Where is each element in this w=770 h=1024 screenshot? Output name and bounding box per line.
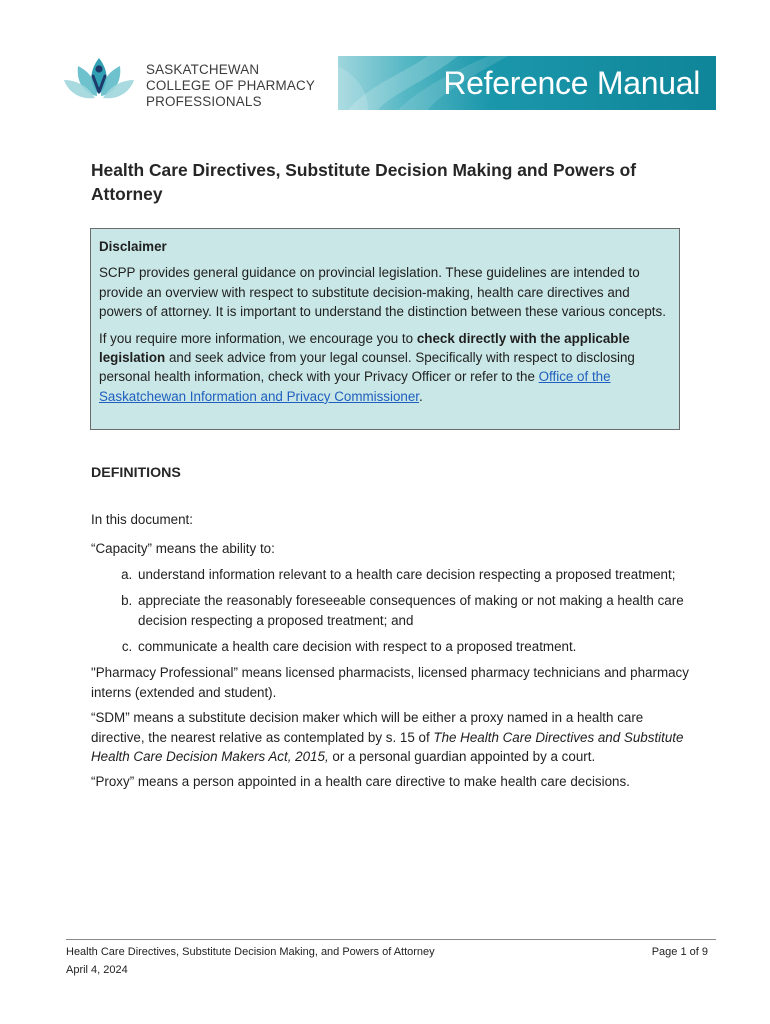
- footer-date: April 4, 2024: [66, 964, 128, 976]
- footer-divider: [66, 939, 716, 940]
- banner-title: Reference Manual: [443, 65, 700, 101]
- definition-text: or a personal guardian appointed by a court.: [328, 749, 596, 765]
- disclaimer-emphasis: check directly with the applicable legislation: [99, 330, 630, 366]
- reference-manual-banner: [338, 56, 716, 110]
- page-number: Page 1 of 9: [651, 946, 708, 958]
- disclaimer-heading: Disclaimer: [99, 239, 167, 254]
- list-item: c. communicate a health care decision with respect to a proposed treatment.: [136, 637, 691, 656]
- org-name-line-2: COLLEGE OF PHARMACY: [146, 78, 315, 93]
- disclaimer-text: If you require more information, we encourage you to: [99, 330, 417, 346]
- footer-document-name: Health Care Directives, Substitute Decision Making, and Powers of Attorney: [66, 946, 435, 958]
- sdm-definition: [91, 708, 691, 766]
- footer-document-info: [66, 943, 435, 979]
- act-title: The Health Care Directives and Substitute Health Care Decision Makers Act, 2015,: [91, 729, 684, 765]
- capacity-definition: “Capacity” means the ability to:: [91, 541, 275, 557]
- disclaimer-text: and seek advice from your legal counsel. Specifically with respect to disclosing personal health information, check with your Privacy Officer or refer to the: [99, 350, 635, 385]
- organization-name: [146, 62, 315, 110]
- disclaimer-text: .: [419, 388, 423, 404]
- page-title: Health Care Directives, Substitute Decision Making and Powers of Attorney: [91, 160, 637, 204]
- definitions-heading: DEFINITIONS: [91, 465, 181, 481]
- disclaimer-box: [90, 228, 680, 430]
- org-name-line-1: SASKATCHEWAN: [146, 62, 260, 77]
- disclaimer-paragraph-1: SCPP provides general guidance on provincial legislation. These guidelines are intended to provide an overview with respect to substitute decision-making, health care directives and powers of attorney. It is important to understand the distinction between these various concepts.: [99, 265, 666, 320]
- privacy-commissioner-link[interactable]: Office of the Saskatchewan Information and Privacy Commissioner: [99, 369, 611, 404]
- capacity-list: [91, 565, 691, 657]
- list-item: b. appreciate the reasonably foreseeable consequences of making or not making a health care decision respecting a proposed treatment; and: [136, 591, 691, 630]
- org-name-line-3: PROFESSIONALS: [146, 94, 262, 109]
- list-item: a. understand information relevant to a health care decision respecting a proposed treatment;: [136, 565, 691, 584]
- definition-text: “SDM” means a substitute decision maker which will be either a proxy named in a health care directive, the nearest relative as contemplated by s. 15 of: [91, 710, 644, 745]
- disclaimer-paragraph-2: [99, 329, 671, 407]
- definitions-intro: In this document:: [91, 512, 193, 527]
- proxy-definition: “Proxy” means a person appointed in a health care directive to make health care decisions.: [91, 774, 630, 790]
- pharmacy-professional-definition: "Pharmacy Professional” means licensed pharmacists, licensed pharmacy technicians and pharmacy interns (extended and student).: [91, 665, 689, 700]
- scpp-logo-icon: [64, 50, 134, 110]
- definitions-body: [91, 510, 691, 798]
